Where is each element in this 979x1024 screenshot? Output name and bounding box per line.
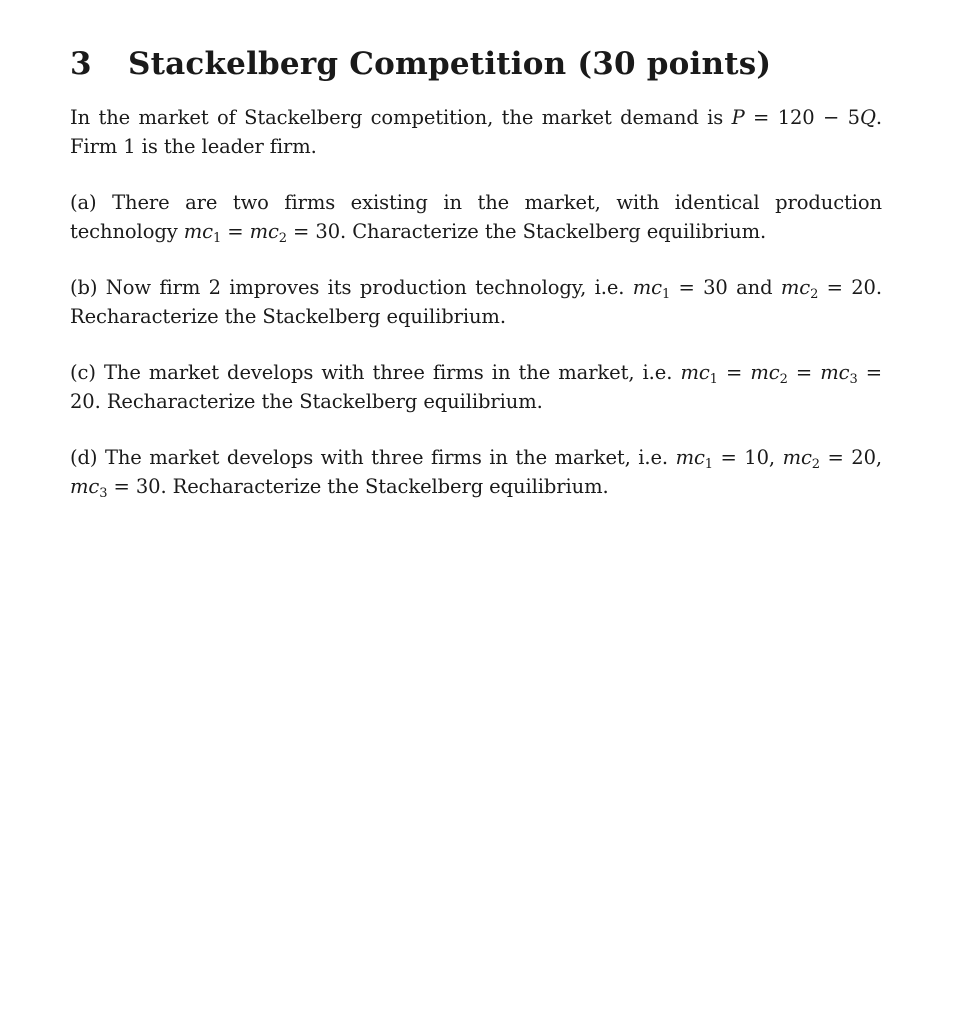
demand-quantity-var: Q <box>859 106 876 129</box>
conjunction: and <box>727 276 781 299</box>
mc-subscript: 1 <box>704 457 713 472</box>
mc-value: = 30 <box>286 219 341 243</box>
equals: = <box>221 219 250 243</box>
mc-subscript: 2 <box>810 287 819 302</box>
part-c-paragraph <box>70 359 882 416</box>
part-b-paragraph <box>70 274 882 331</box>
intro-paragraph <box>70 104 882 161</box>
mc-subscript: 3 <box>849 372 858 387</box>
section-number: 3 <box>70 46 92 82</box>
mc-var: mc <box>70 474 100 498</box>
mc-var: mc <box>680 361 710 384</box>
mc-var: mc <box>183 219 213 243</box>
part-a-text: (a) There are two firms existing in the market, with identical production technology <box>70 191 882 243</box>
mc-var: mc <box>750 361 780 384</box>
mc-value: = 30 <box>107 474 161 498</box>
part-b-text-end: . Recharacterize the Stackelberg equilibrium. <box>70 276 882 328</box>
mc-subscript: 1 <box>709 372 718 387</box>
mc-value: = 20 <box>818 276 876 299</box>
part-d-text-end: . Recharacterize the Stackelberg equilibrium. <box>160 474 609 498</box>
section-title: Stackelberg Competition (30 points) <box>128 46 772 82</box>
part-c-text-end: . Recharacterize the Stackelberg equilibrium. <box>94 389 543 413</box>
part-c-text: (c) The market develops with three firms in the market, i.e. <box>70 361 681 384</box>
intro-text-end: . Firm 1 is the leader firm. <box>70 106 882 158</box>
mc-var: mc <box>782 446 812 469</box>
part-a-text-end: . Characterize the Stackelberg equilibrium. <box>340 219 767 243</box>
mc-subscript: 2 <box>278 230 287 246</box>
mc-value: = 30 <box>670 276 728 299</box>
part-a-paragraph <box>70 189 882 246</box>
mc-var: mc <box>249 219 279 243</box>
mc-var: mc <box>632 276 662 299</box>
part-b-text: (b) Now firm 2 improves its production technology, i.e. <box>70 276 633 299</box>
equals: = <box>787 361 821 384</box>
mc-subscript: 1 <box>661 287 671 302</box>
mc-subscript: 3 <box>99 485 108 501</box>
mc-var: mc <box>820 361 850 384</box>
mc-var: mc <box>675 446 705 469</box>
part-d-text: (d) The market develops with three firms in the market, i.e. <box>70 446 676 469</box>
mc-subscript: 2 <box>779 372 788 387</box>
mc-subscript: 1 <box>212 230 222 246</box>
mc-value: = 10, <box>712 446 783 469</box>
mc-subscript: 2 <box>811 457 820 472</box>
equals: = <box>717 361 751 384</box>
part-d-paragraph <box>70 444 882 501</box>
mc-var: mc <box>780 276 811 299</box>
problem-section <box>70 46 882 529</box>
section-heading <box>70 46 882 82</box>
intro-text: In the market of Stackelberg competition, the market demand is <box>70 106 732 129</box>
demand-equation: = 120 − 5 <box>744 106 860 129</box>
mc-value: = 20, <box>819 446 882 469</box>
mc-value: = 20 <box>70 361 882 413</box>
demand-price-var: P <box>731 106 745 129</box>
